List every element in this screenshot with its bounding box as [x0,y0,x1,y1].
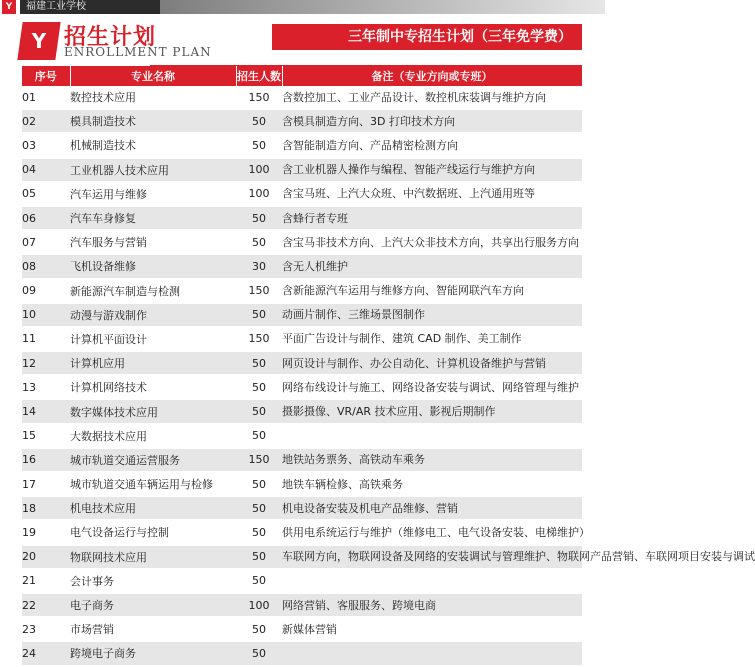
cell-major: 模具制造技术 [70,109,236,133]
cell-count: 50 [236,641,282,665]
cell-major: 动漫与游戏制作 [70,303,236,327]
cell-count: 50 [236,617,282,641]
table-row [22,351,582,375]
cell-remark: 含数控加工、工业产品设计、数控机床装调与维护方向 [282,86,582,109]
cell-remark: 含宝马非技术方向、上汽大众非技术方向，共享出行服务方向 [282,230,582,254]
cell-count: 50 [236,133,282,157]
cell-no: 07 [22,230,70,254]
cell-no: 15 [22,424,70,448]
cell-major: 城市轨道交通车辆运用与检修 [70,472,236,496]
cell-major: 计算机平面设计 [70,327,236,351]
table-row [22,206,582,230]
cell-no: 19 [22,520,70,544]
cell-no: 10 [22,303,70,327]
cell-count: 50 [236,303,282,327]
cell-no: 16 [22,448,70,472]
cell-no: 23 [22,617,70,641]
cell-remark: 平面广告设计与制作、建筑 CAD 制作、美工制作 [282,327,582,351]
table-row [22,448,582,472]
school-logo-large-icon [17,22,60,60]
cell-count: 150 [236,86,282,109]
cell-count: 50 [236,206,282,230]
cell-remark [282,641,582,665]
table-row [22,617,582,641]
cell-no: 12 [22,351,70,375]
cell-remark: 网络营销、客服服务、跨境电商 [282,593,582,617]
cell-major: 数字媒体技术应用 [70,399,236,423]
cell-remark: 含新能源汽车运用与维修方向、智能网联汽车方向 [282,279,582,303]
cell-major: 物联网技术应用 [70,545,236,569]
cell-no: 09 [22,279,70,303]
table-row [22,303,582,327]
table-row [22,641,582,665]
table-row [22,375,582,399]
cell-no: 01 [22,86,70,109]
cell-no: 04 [22,158,70,182]
cell-major: 会计事务 [70,569,236,593]
cell-count: 50 [236,230,282,254]
school-logo-icon [2,0,16,14]
cell-major: 电气设备运行与控制 [70,520,236,544]
header-remark: 备注（专业方向或专班） [282,66,582,86]
cell-count: 50 [236,424,282,448]
cell-no: 17 [22,472,70,496]
enrollment-table [22,66,755,667]
cell-major: 机械制造技术 [70,133,236,157]
cell-no: 20 [22,545,70,569]
cell-remark: 含蜂行者专班 [282,206,582,230]
table-row [22,520,582,544]
cell-count: 50 [236,109,282,133]
cell-remark: 含模具制造方向、3D 打印技术方向 [282,109,582,133]
table-row [22,109,582,133]
plan-banner: 三年制中专招生计划（三年免学费） [272,24,582,50]
table-row [22,424,582,448]
cell-remark: 车联网方向，物联网设备及网络的安装调试与管理维护、物联网产品营销、车联网项目安装与调试 [282,545,582,569]
cell-major: 汽车服务与营销 [70,230,236,254]
cell-major: 数控技术应用 [70,86,236,109]
header-major: 专业名称 [70,66,236,86]
table-row [22,545,582,569]
cell-count: 50 [236,569,282,593]
table-row [22,158,582,182]
cell-remark: 地铁站务票务、高铁动车乘务 [282,448,582,472]
cell-major: 大数据技术应用 [70,424,236,448]
cell-major: 汽车运用与维修 [70,182,236,206]
cell-major: 新能源汽车制造与检测 [70,279,236,303]
table-row [22,230,582,254]
table-row [22,593,582,617]
cell-no: 03 [22,133,70,157]
cell-major: 计算机应用 [70,351,236,375]
cell-no: 22 [22,593,70,617]
page-header [0,18,605,62]
cell-count: 100 [236,182,282,206]
cell-no: 14 [22,399,70,423]
cell-remark: 含宝马班、上汽大众班、中汽数据班、上汽通用班等 [282,182,582,206]
cell-major: 机电技术应用 [70,496,236,520]
cell-remark: 含无人机维护 [282,254,582,278]
logo-mini-text: Y [5,2,13,12]
table-row [22,496,582,520]
cell-no: 13 [22,375,70,399]
cell-count: 100 [236,593,282,617]
cell-remark: 新媒体营销 [282,617,582,641]
table-row [22,279,582,303]
cell-remark: 含智能制造方向、产品精密检测方向 [282,133,582,157]
cell-major: 工业机器人技术应用 [70,158,236,182]
cell-remark: 摄影摄像、VR/AR 技术应用、影视后期制作 [282,399,582,423]
cell-count: 50 [236,351,282,375]
cell-no: 24 [22,641,70,665]
cell-remark [282,569,582,593]
cell-count: 100 [236,158,282,182]
cell-no: 05 [22,182,70,206]
cell-remark: 网络布线设计与施工、网络设备安装与调试、网络管理与维护 [282,375,582,399]
cell-count: 50 [236,545,282,569]
top-bar-gradient [160,0,605,14]
cell-no: 06 [22,206,70,230]
page-title: 招生计划 [64,25,157,50]
table-row [22,327,582,351]
cell-remark: 供用电系统运行与维护（维修电工、电气设备安装、电梯维护） [282,520,582,544]
cell-count: 50 [236,399,282,423]
cell-count: 50 [236,520,282,544]
cell-count: 50 [236,375,282,399]
table-row [22,182,582,206]
header-no: 序号 [22,66,70,86]
cell-no: 18 [22,496,70,520]
table-row [22,569,582,593]
cell-count: 50 [236,496,282,520]
table-row [22,86,582,109]
table-row [22,472,582,496]
table-row [22,133,582,157]
cell-remark: 网页设计与制作、办公自动化、计算机设备维护与营销 [282,351,582,375]
table-row [22,254,582,278]
cell-major: 城市轨道交通运营服务 [70,448,236,472]
cell-major: 电子商务 [70,593,236,617]
cell-remark [282,424,582,448]
cell-count: 150 [236,448,282,472]
cell-major: 汽车车身修复 [70,206,236,230]
cell-major: 计算机网络技术 [70,375,236,399]
logo-large-text: Y [31,29,47,53]
cell-no: 02 [22,109,70,133]
table-row [22,399,582,423]
cell-remark: 机电设备安装及机电产品维修、营销 [282,496,582,520]
cell-no: 21 [22,569,70,593]
cell-count: 50 [236,472,282,496]
school-name: 福建工业学校 [20,0,160,14]
cell-no: 11 [22,327,70,351]
top-bar [0,0,605,14]
cell-major: 跨境电子商务 [70,641,236,665]
header-count: 招生人数 [236,66,282,86]
cell-count: 150 [236,327,282,351]
cell-remark: 含工业机器人操作与编程、智能产线运行与维护方向 [282,158,582,182]
cell-major: 飞机设备维修 [70,254,236,278]
cell-major: 市场营销 [70,617,236,641]
table-header-row [22,66,582,86]
page-subtitle-en: ENROLLMENT PLAN [64,45,212,59]
cell-remark: 地铁车辆检修、高铁乘务 [282,472,582,496]
cell-count: 150 [236,279,282,303]
cell-count: 30 [236,254,282,278]
cell-no: 08 [22,254,70,278]
cell-remark: 动画片制作、三维场景图制作 [282,303,582,327]
